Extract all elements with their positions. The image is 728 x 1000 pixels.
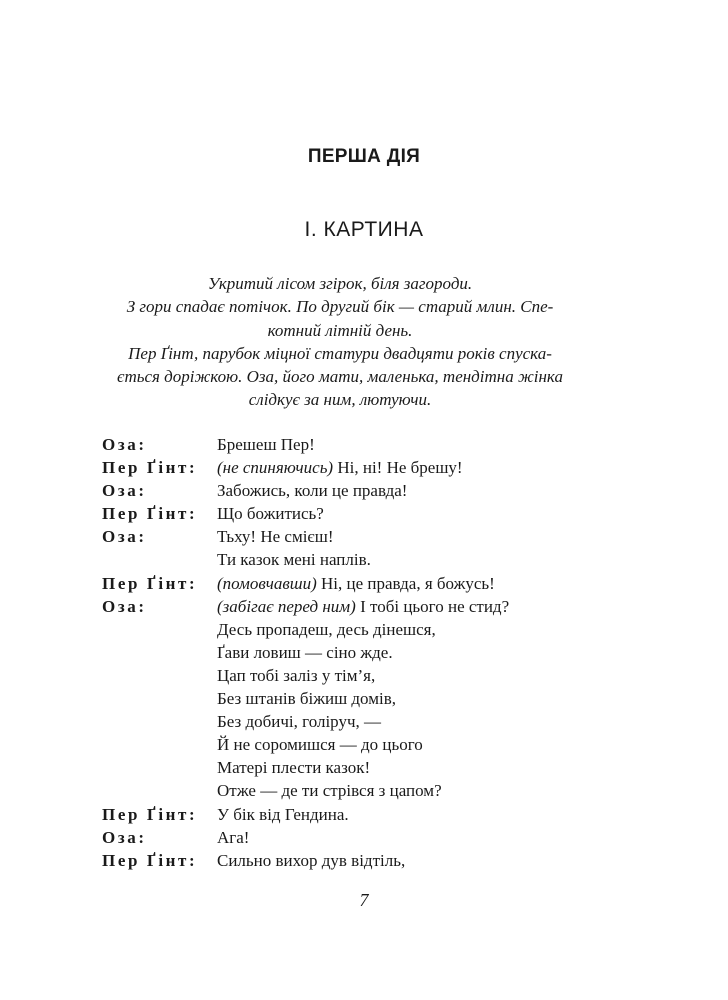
line-text [217, 664, 375, 687]
dialogue-line [102, 479, 602, 502]
line-text [217, 710, 381, 733]
line-text [217, 525, 333, 548]
speaker-name: Пер Ґінт: [102, 458, 198, 478]
dialogue-line [102, 618, 602, 641]
spoken-text: Без штанів біжиш домів, [217, 689, 396, 709]
line-text [217, 641, 393, 664]
dialogue-line [102, 456, 602, 479]
speaker-name: Оза: [102, 481, 147, 501]
speaker-name: Оза: [102, 827, 147, 847]
line-text [217, 548, 371, 571]
line-text [217, 479, 407, 502]
spoken-text: Що божитись? [217, 504, 324, 524]
stage-direction-line: котний літній день. [267, 320, 413, 340]
dialogue-line [102, 548, 602, 571]
spoken-text: Ні, це правда, я божусь! [316, 573, 495, 593]
line-text [217, 687, 396, 710]
spoken-text: Ти казок мені наплів. [217, 550, 371, 570]
dialogue [102, 433, 602, 872]
speaker-name: Пер Ґінт: [102, 804, 198, 824]
speaker-name: Пер Ґінт: [102, 573, 198, 593]
dialogue-line [102, 779, 602, 802]
spoken-text: Ґави ловиш — сіно жде. [217, 642, 393, 662]
stage-direction-line: ється доріжкою. Оза, його мати, маленька, тендітна жінка [117, 367, 563, 387]
line-text [217, 826, 249, 849]
line-text [217, 502, 324, 525]
spoken-text: У бік від Гендина. [217, 804, 349, 824]
speaker-name: Оза: [102, 596, 147, 616]
dialogue-line [102, 641, 602, 664]
line-text [217, 733, 423, 756]
spoken-text: Й не соромишся — до цього [217, 735, 423, 755]
stage-note: (забігає перед ним) [217, 596, 356, 616]
spoken-text: Брешеш Пер! [217, 435, 315, 454]
dialogue-line [102, 849, 602, 872]
line-text [217, 803, 349, 826]
dialogue-line [102, 733, 602, 756]
dialogue-line [102, 756, 602, 779]
line-text [217, 756, 370, 779]
speaker-name: Оза: [102, 435, 147, 454]
stage-direction [100, 272, 580, 412]
spoken-text: Без добичі, голіруч, — [217, 712, 382, 732]
spoken-text: Матері плести казок! [217, 758, 371, 778]
spoken-text: Тьху! Не смієш! [217, 527, 334, 547]
stage-note: (помовчавши) [217, 573, 317, 593]
dialogue-line [102, 687, 602, 710]
line-text [217, 572, 495, 595]
spoken-text: Забожись, коли це правда! [217, 481, 408, 501]
speaker-name: Пер Ґінт: [102, 504, 198, 524]
dialogue-line [102, 710, 602, 733]
stage-note: (не спиняючись) [217, 458, 334, 478]
dialogue-line [102, 525, 602, 548]
dialogue-line [102, 803, 602, 826]
stage-direction-line: Пер Ґінт, парубок міцної статури двадцяти років спуска- [128, 343, 552, 363]
speaker-name: Пер Ґінт: [102, 850, 198, 870]
line-text [217, 433, 315, 456]
spoken-text: Сильно вихор дув відтіль, [217, 850, 406, 870]
stage-direction-line: З гори спадає потічок. По другий бік — старий млин. Спе- [126, 297, 554, 317]
line-text [217, 595, 509, 618]
dialogue-line [102, 595, 602, 618]
dialogue-line [102, 664, 602, 687]
dialogue-line [102, 826, 602, 849]
line-text [217, 456, 463, 479]
line-text [217, 849, 405, 872]
spoken-text: Отже — де ти стрівся з цапом? [217, 781, 442, 801]
act-title: ПЕРША ДІЯ [307, 146, 421, 167]
stage-direction-line: слідкує за ним, лютуючи. [248, 390, 432, 410]
dialogue-line [102, 572, 602, 595]
spoken-text: Десь пропадеш, десь дінешся, [217, 619, 436, 639]
spoken-text: Ні, ні! Не брешу! [333, 458, 463, 478]
spoken-text: Ага! [217, 827, 250, 847]
dialogue-line [102, 433, 602, 456]
line-text [217, 779, 442, 802]
dialogue-line [102, 502, 602, 525]
spoken-text: І тобі цього не стид? [355, 596, 510, 616]
spoken-text: Цап тобі заліз у тім’я, [217, 665, 376, 685]
stage-direction-line: Укритий лісом згірок, біля загороди. [207, 274, 473, 293]
page-number: 7 [359, 890, 369, 910]
speaker-name: Оза: [102, 527, 147, 547]
scene-title: І. КАРТИНА [304, 218, 424, 241]
line-text [217, 618, 436, 641]
